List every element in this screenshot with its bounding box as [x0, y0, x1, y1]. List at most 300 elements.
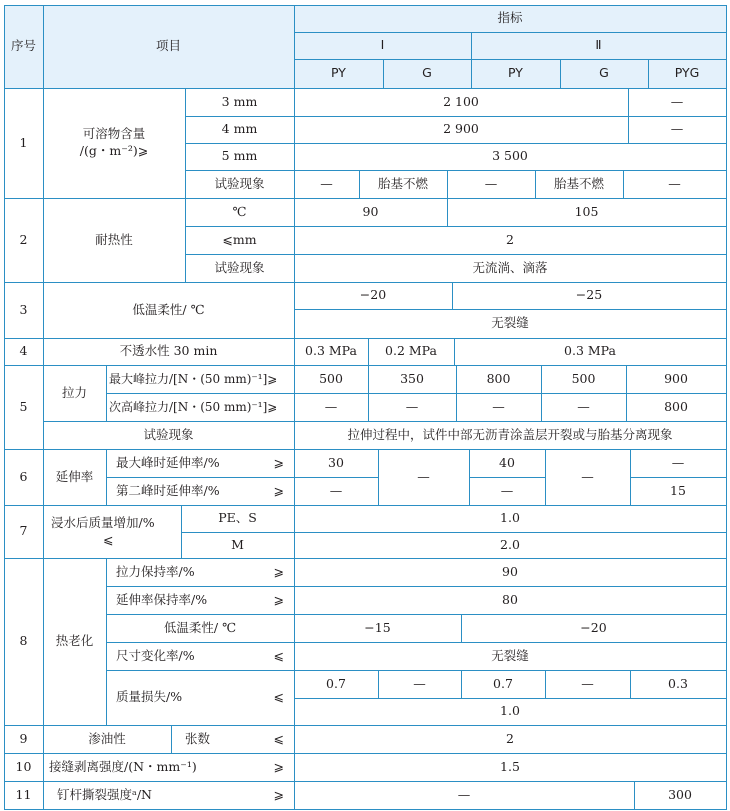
row1-3mm-label: 3 mm: [221, 93, 258, 109]
row9-name: 渗油性: [88, 730, 126, 746]
grid-line-v: [726, 143, 727, 171]
grid-line-h: [628, 88, 727, 89]
grid-line-h: [626, 365, 727, 366]
grid-line-h: [294, 614, 462, 615]
grid-line-h: [378, 670, 462, 671]
grid-line-h: [294, 170, 360, 171]
grid-line-h: [560, 59, 649, 60]
row2-test-label: 试验现象: [214, 259, 265, 275]
grid-line-h: [294, 477, 379, 478]
grid-line-v: [471, 32, 472, 60]
row8-dim-sym: ⩽: [273, 647, 284, 663]
grid-line-h: [185, 170, 295, 171]
grid-line-v: [294, 586, 295, 615]
grid-line-v: [43, 449, 44, 506]
row7-name: [43, 505, 181, 558]
grid-line-v: [726, 421, 727, 450]
row9-number: 9: [19, 730, 28, 746]
grid-line-v: [726, 309, 727, 339]
row2-temp-grade1: 90: [362, 203, 379, 219]
grid-line-v: [294, 32, 295, 60]
grid-line-v: [43, 781, 44, 810]
grid-line-h: [471, 59, 561, 60]
grid-line-h: [294, 753, 727, 754]
row5-max-py2: 800: [486, 370, 511, 386]
grid-line-h: [541, 365, 627, 366]
row8-lowtemp-grade2: −20: [580, 619, 607, 635]
header-item: 项目: [43, 5, 294, 88]
row9-sym: ⩽: [273, 730, 284, 746]
row9-value: 2: [506, 730, 514, 746]
row8-elong-label: [106, 586, 294, 614]
row8-elong-value: 80: [502, 591, 518, 607]
grid-line-h: [456, 393, 542, 394]
header-py-2: PY: [471, 59, 560, 88]
grid-line-h: [106, 642, 295, 643]
grid-line-v: [726, 226, 727, 255]
grid-line-h: [43, 338, 295, 339]
grid-line-v: [630, 670, 631, 699]
grid-line-v: [185, 254, 186, 283]
grid-line-v: [4, 338, 5, 366]
grid-line-h: [469, 449, 546, 450]
grid-line-v: [469, 477, 470, 506]
row9-sub-text: 张数: [185, 730, 211, 746]
grid-line-h: [185, 88, 295, 89]
grid-line-h: [294, 309, 727, 310]
grid-line-v: [294, 226, 295, 255]
grid-line-v: [726, 338, 727, 366]
grid-line-h: [106, 449, 295, 450]
grid-line-v: [726, 532, 727, 559]
grid-line-v: [43, 282, 44, 339]
row1-4mm-value: 2 900: [443, 121, 479, 137]
grid-line-h: [294, 59, 384, 60]
row10-name-text: 接缝剥离强度/(N・mm⁻¹): [49, 758, 197, 774]
row10-sym: ⩾: [273, 758, 284, 774]
grid-line-h: [43, 725, 172, 726]
grid-line-h: [383, 59, 472, 60]
row1-unit: /(g・m⁻²)⩾: [79, 143, 149, 158]
grid-line-h: [171, 725, 295, 726]
grid-line-v: [294, 282, 295, 310]
grid-line-v: [294, 614, 295, 643]
row6-max-label: [106, 449, 294, 477]
grid-line-v: [628, 88, 629, 117]
grid-line-h: [43, 88, 186, 89]
header-seq: 序号: [4, 5, 43, 88]
header-g-2: G: [560, 59, 648, 88]
grid-line-h: [447, 170, 536, 171]
row8-tensile-label: [106, 558, 294, 586]
grid-line-v: [626, 393, 627, 422]
row2-test-value: 无流淌、滴落: [472, 259, 548, 275]
row6-g2: —: [581, 468, 594, 484]
row8-elong-text: 延伸率保持率/%: [116, 591, 208, 607]
grid-line-h: [368, 365, 457, 366]
grid-line-v: [726, 59, 727, 89]
row8-mass-pyg: 0.3: [668, 675, 688, 691]
row8-mass-py2: 0.7: [493, 675, 513, 691]
row10-name: [43, 753, 294, 781]
grid-line-v: [185, 170, 186, 199]
row6-max-py2: 40: [499, 454, 515, 470]
row1-test-pyg: —: [668, 175, 681, 191]
row5-max-pyg: 900: [664, 370, 688, 386]
grid-line-v: [185, 88, 186, 117]
row8-tensile-value: 90: [502, 563, 518, 579]
grid-line-v: [185, 116, 186, 144]
row8-dim-label: [106, 642, 294, 670]
row5-test-value: 拉伸过程中，试件中部无沥青涂盖层开裂或与胎基分离现象: [347, 426, 673, 442]
row6-sec-text: 第二峰时延伸率/%: [116, 482, 220, 498]
row8-dim-value: 无裂缝: [491, 647, 529, 663]
grid-line-h: [43, 558, 107, 559]
grid-line-v: [545, 670, 546, 699]
row8-mass-value2: 1.0: [500, 703, 520, 719]
grid-line-v: [378, 670, 379, 699]
grid-line-h: [43, 809, 295, 810]
grid-line-v: [4, 5, 5, 89]
grid-line-h: [106, 558, 295, 559]
grid-line-h: [294, 421, 727, 422]
grid-line-v: [630, 449, 631, 478]
grid-line-v: [185, 143, 186, 171]
row8-name: 热老化: [55, 633, 94, 649]
grid-line-v: [726, 670, 727, 699]
grid-line-v: [294, 725, 295, 754]
row6-max-text: 最大峰时延伸率/%: [116, 454, 220, 470]
grid-line-v: [726, 365, 727, 394]
grid-line-v: [294, 477, 295, 506]
grid-line-v: [623, 170, 624, 199]
grid-line-v: [43, 558, 44, 726]
grid-line-v: [4, 198, 5, 283]
grid-line-h: [461, 670, 546, 671]
row3-result: 无裂缝: [491, 315, 529, 331]
grid-line-v: [726, 505, 727, 533]
row8-mass-g1: —: [413, 675, 426, 691]
grid-line-h: [294, 725, 727, 726]
row6-sec-label: [106, 477, 294, 505]
grid-line-h: [4, 558, 44, 559]
grid-line-v: [43, 88, 44, 199]
grid-line-v: [368, 393, 369, 422]
row7-pes-label: PE、S: [218, 510, 257, 526]
grid-line-v: [447, 198, 448, 227]
header-grade-2: Ⅱ: [471, 32, 726, 59]
grid-line-h: [4, 5, 44, 6]
grid-line-h: [43, 365, 107, 366]
grid-line-v: [294, 421, 295, 450]
row2-number: 2: [19, 231, 28, 247]
grid-line-h: [185, 198, 295, 199]
grid-line-v: [454, 338, 455, 366]
grid-line-v: [541, 393, 542, 422]
row8-mass-py1: 0.7: [326, 675, 346, 691]
grid-line-h: [106, 670, 295, 671]
grid-line-h: [294, 88, 629, 89]
row7-name-text: 浸水后质量增加/%: [51, 514, 155, 530]
grid-line-v: [294, 116, 295, 144]
grid-line-h: [294, 365, 369, 366]
grid-line-h: [294, 670, 379, 671]
row6-sec-sym: ⩾: [273, 482, 284, 498]
grid-line-v: [726, 170, 727, 199]
grid-line-v: [535, 170, 536, 199]
grid-line-h: [648, 59, 727, 60]
grid-line-v: [181, 532, 182, 559]
grid-line-h: [106, 365, 295, 366]
grid-line-v: [726, 393, 727, 422]
row1-name-text: 可溶物含量: [82, 126, 146, 142]
grid-line-v: [726, 558, 727, 587]
row5-sec-g1: —: [405, 398, 419, 414]
grid-line-h: [368, 338, 455, 339]
row11-value-pyg: 300: [668, 786, 692, 802]
row5-sec-label: 次高峰拉力/[N・(50 mm)⁻¹]⩾: [109, 399, 278, 414]
row8-lowtemp-grade1: −15: [364, 619, 391, 635]
grid-line-v: [43, 421, 44, 450]
grid-line-v: [628, 116, 629, 144]
grid-line-v: [181, 505, 182, 533]
grid-line-h: [4, 365, 44, 366]
row5-test-label: 试验现象: [143, 426, 194, 442]
grid-line-v: [294, 309, 295, 339]
grid-line-h: [43, 421, 295, 422]
grid-line-v: [726, 282, 727, 310]
grid-line-v: [294, 170, 295, 199]
grid-line-h: [630, 449, 727, 450]
row1-4mm-pyg: —: [670, 121, 684, 137]
row7-sym: ⩽: [103, 531, 114, 547]
row6-max-py1: 30: [328, 454, 344, 470]
row1-4mm-label: 4 mm: [221, 121, 258, 137]
grid-line-v: [106, 670, 107, 726]
row6-g1: —: [417, 468, 430, 484]
grid-line-v: [4, 365, 5, 450]
grid-line-h: [4, 505, 44, 506]
grid-line-v: [43, 5, 44, 89]
row1-test-label: 试验现象: [214, 175, 265, 191]
header-indicator: 指标: [294, 5, 726, 32]
grid-line-v: [4, 558, 5, 726]
grid-line-v: [4, 449, 5, 506]
row6-number: 6: [19, 468, 28, 484]
row5-sec-py1: —: [324, 398, 338, 414]
grid-line-v: [471, 59, 472, 89]
grid-line-h: [185, 143, 295, 144]
row6-sec-py1: —: [329, 482, 343, 498]
grid-line-v: [294, 5, 295, 33]
grid-line-h: [294, 698, 727, 699]
grid-line-v: [447, 170, 448, 199]
grid-line-v: [185, 226, 186, 255]
row3-number: 3: [19, 301, 28, 317]
grid-line-v: [106, 449, 107, 478]
grid-line-v: [294, 698, 295, 726]
grid-line-h: [294, 532, 727, 533]
row6-sec-pyg: 15: [670, 482, 686, 498]
row6-max-pyg: —: [671, 454, 685, 470]
grid-line-v: [726, 88, 727, 117]
grid-line-v: [294, 59, 295, 89]
grid-line-v: [294, 753, 295, 782]
grid-line-v: [630, 477, 631, 506]
grid-line-h: [43, 449, 107, 450]
row8-lowtemp-label: 低温柔性/ ℃: [163, 619, 237, 635]
row8-mass-sym: ⩽: [273, 689, 284, 705]
row5-max-label: 最大峰拉力/[N・(50 mm)⁻¹]⩾: [109, 371, 278, 386]
grid-line-v: [294, 670, 295, 699]
grid-line-v: [43, 725, 44, 754]
grid-line-v: [4, 781, 5, 810]
grid-line-v: [726, 781, 727, 810]
grid-line-h: [294, 558, 727, 559]
row2-temp-grade2: 105: [574, 203, 599, 219]
row8-mass-g2: —: [581, 675, 594, 691]
grid-line-v: [294, 505, 295, 533]
grid-line-h: [294, 5, 727, 6]
grid-line-h: [181, 505, 295, 506]
row8-tensile-text: 拉力保持率/%: [116, 563, 195, 579]
row4-name: 不透水性 30 min: [119, 343, 218, 359]
row5-sec-pyg: 800: [664, 398, 688, 414]
grid-line-h: [43, 5, 295, 6]
grid-line-v: [185, 198, 186, 227]
grid-line-h: [634, 809, 727, 810]
grid-line-h: [634, 781, 727, 782]
grid-line-v: [294, 88, 295, 117]
grid-line-v: [541, 365, 542, 394]
grid-line-v: [726, 614, 727, 643]
grid-line-h: [43, 198, 186, 199]
grid-line-v: [294, 393, 295, 422]
grid-line-h: [294, 449, 379, 450]
grid-line-v: [106, 614, 107, 643]
grid-line-v: [106, 558, 107, 587]
grid-line-h: [623, 170, 727, 171]
row11-name-text: 钉杆撕裂强度ᵃ/N: [57, 786, 152, 802]
grid-line-v: [106, 393, 107, 422]
grid-line-h: [461, 614, 727, 615]
row10-number: 10: [15, 758, 32, 774]
row7-pes-value: 1.0: [500, 510, 520, 526]
grid-line-v: [4, 725, 5, 754]
grid-line-h: [294, 254, 727, 255]
grid-line-v: [106, 586, 107, 615]
grid-line-v: [4, 505, 5, 559]
grid-line-v: [294, 365, 295, 394]
row4-py1: 0.3 MPa: [305, 343, 357, 359]
row11-value-main: —: [457, 786, 471, 802]
grid-line-h: [294, 198, 448, 199]
row5-sec-py2: —: [492, 398, 505, 414]
grid-line-h: [185, 254, 295, 255]
grid-line-v: [726, 254, 727, 283]
row8-mass-text: 质量损失/%: [116, 689, 183, 705]
grid-line-v: [294, 558, 295, 587]
row5-max-py1: 500: [319, 370, 343, 386]
grid-line-h: [294, 586, 727, 587]
grid-line-v: [726, 698, 727, 726]
grid-line-h: [630, 477, 727, 478]
grid-line-v: [648, 59, 649, 89]
row5-max-g1: 350: [400, 370, 424, 386]
row9-sub: [171, 725, 294, 753]
grid-line-h: [43, 753, 295, 754]
grid-line-h: [294, 642, 727, 643]
grid-line-h: [471, 32, 727, 33]
grid-line-h: [294, 781, 635, 782]
grid-line-v: [368, 338, 369, 366]
grid-line-v: [294, 143, 295, 171]
row3-grade1: −20: [359, 287, 387, 303]
grid-line-h: [630, 670, 727, 671]
grid-line-h: [43, 505, 182, 506]
grid-line-v: [106, 477, 107, 506]
grid-line-h: [294, 226, 727, 227]
grid-line-v: [726, 642, 727, 671]
row3-name: 低温柔性/ ℃: [132, 301, 205, 317]
grid-line-v: [294, 781, 295, 810]
grid-line-h: [4, 338, 44, 339]
header-py-1: PY: [294, 59, 383, 88]
grid-line-h: [4, 88, 44, 89]
row2-mm-label: ⩽mm: [222, 231, 257, 247]
grid-line-v: [294, 449, 295, 478]
grid-line-h: [185, 226, 295, 227]
grid-line-h: [469, 477, 546, 478]
grid-line-h: [181, 532, 295, 533]
grid-line-h: [368, 393, 457, 394]
grid-line-h: [294, 143, 727, 144]
row6-name: 延伸率: [55, 468, 94, 484]
row4-number: 4: [19, 343, 28, 359]
grid-line-h: [4, 753, 44, 754]
header-grade-1: Ⅰ: [294, 32, 471, 59]
grid-line-v: [634, 781, 635, 810]
grid-line-h: [452, 282, 727, 283]
row7-number: 7: [19, 523, 28, 539]
grid-line-v: [106, 365, 107, 394]
grid-line-v: [726, 753, 727, 782]
grid-line-v: [4, 88, 5, 199]
grid-line-h: [447, 198, 727, 199]
header-g-1: G: [383, 59, 471, 88]
grid-line-v: [368, 365, 369, 394]
row5-number: 5: [19, 398, 28, 414]
grid-line-h: [294, 338, 369, 339]
grid-line-v: [294, 642, 295, 671]
row1-3mm-pyg: —: [670, 93, 684, 109]
grid-line-v: [4, 282, 5, 339]
row1-test-g1: 胎基不燃: [377, 175, 428, 191]
grid-line-v: [726, 116, 727, 144]
row1-test-g2: 胎基不燃: [553, 175, 604, 191]
grid-line-v: [43, 338, 44, 366]
grid-line-v: [294, 198, 295, 227]
grid-line-v: [456, 365, 457, 394]
grid-line-v: [726, 32, 727, 60]
grid-line-h: [294, 809, 635, 810]
grid-line-h: [4, 449, 44, 450]
grid-line-h: [43, 282, 295, 283]
grid-line-v: [294, 254, 295, 283]
grid-line-h: [541, 393, 627, 394]
row3-grade2: −25: [575, 287, 603, 303]
grid-line-h: [185, 116, 295, 117]
